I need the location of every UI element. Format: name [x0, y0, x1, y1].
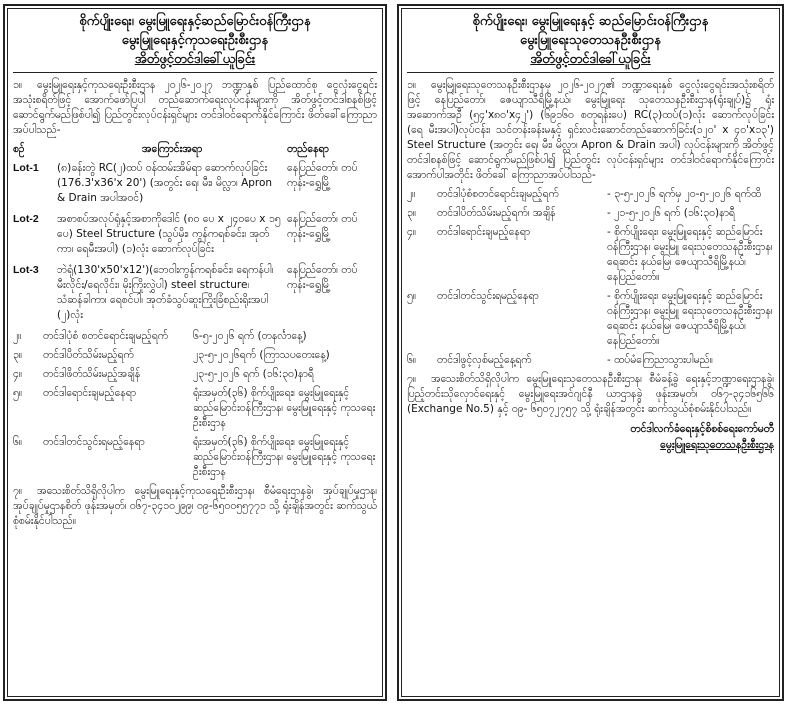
- left-department-title: မွေးမြူရေးနှင့်ကုသရေးဦးစီးဌာန: [121, 33, 269, 48]
- right-schedule-item: ၆။ တင်ဒါဖွင့်လှစ်မည့်နေ့ရက် - ထပ်မံကြေညာသွားပါမည်။: [407, 354, 713, 366]
- left-divider: [13, 72, 377, 73]
- lot-row: Lot-2 အစာစပ်အလုပ်ရုံနှင့်အစာကိုဒေါင် (၈၀ ပေ x ၂၄၀ပေ x ၁၅ ပေ) Steel Structure (သွပ်မိုး၊ ကွန်ကရစ်ခင်း၊ အုတ်ကာ၊ ရေမီးအပါ) (၁)လုံး ဆောက်လုပ်ခြင်း နေပြည်တော်၊ တပ်ကုန်း-ရွှေမြို့: [13, 213, 358, 255]
- right-signature-block: [407, 421, 774, 453]
- lots-table-header: [13, 142, 377, 157]
- left-schedule-item: ၂။ တင်ဒါပုံစံ စတင်ရောင်းချမည့်ရက် ၆-၅-၂၀၂၆ ရက် (တနင်္လာနေ့): [13, 330, 307, 342]
- lot-row: Lot-3 ဘဲရုံ(130'x50'x12')(ဘေဝါးကွန်ကရစ်ခင်း၊ ရေကန်ပါ၊ မီးလိုင်း/ရေလိုင်း၊ မိုးကြိုးလွှဲပါ) steel structure၊ သံဆန်ခါကာ၊ ရေစင်ပါ၊ အုတ်ခံသွပ်ဆူးကြိုးခြံစည်းရိုးအပါ (၂)လုံး နေပြည်တော်၊ တပ်ကုန်း-ရွှေမြို့: [13, 264, 358, 321]
- left-header: [13, 12, 377, 69]
- left-notice-title: အိတ်ဖွင့်တင်ဒါခေါ်ယူခြင်း: [134, 52, 256, 67]
- right-header: [407, 12, 774, 69]
- right-schedule-item: ၅။ တင်ဒါတင်သွင်းရမည့်နေရာ - စိုက်ပျိုးရေး၊ မွေးမြူရေးနှင့် ဆည်မြောင်းဝန်ကြီးဌာန၊ မွေးမြူ ရေးသုတေသနဦးစီးဌာန၊ ရေဆင်း နယ်မြေ၊ ဇေယျာသီရိမြို့နယ်၊ နေပြည်တော်။: [407, 290, 773, 347]
- right-department-title: မွေးမြူရေးသုတေသနဦးစီးဌာန: [520, 33, 661, 48]
- left-ministry-title: စိုက်ပျိုးရေး၊ မွေးမြူရေးနှင့်ဆည်မြောင်းဝန်ကြီးဌာန: [79, 14, 311, 29]
- right-schedule-item: ၃။ တင်ဒါပိတ်သိမ်းမည့်ရက်၊ အချိန် - ၂၁-၅-၂၀၂၆ ရက် (၁၆:၃၀)နာရီ: [407, 207, 735, 219]
- right-notice-title: အိတ်ဖွင့်တင်ဒါခေါ်ယူခြင်း: [530, 52, 651, 67]
- right-schedule-item: ၂။ တင်ဒါပုံစံစတင်ရောင်းချမည့်ရက် - ၃-၅-၂၀၂၆ ရက်မှ ၂၀-၅-၂၀၂၆ ရက်ထိ: [407, 188, 762, 200]
- issuing-department: မွေးမြူရေးသုတေသနဦးစီးဌာန: [660, 439, 774, 451]
- left-schedule-item: ၄။ တင်ဒါဖိတ်သိမ်းမည့်အချိန် ၂၃-၅-၂၀၂၆ ရက် (၁၆:၃၀)နာရီ: [13, 368, 314, 380]
- right-divider: [407, 72, 774, 73]
- left-schedule-item: ၃။ တင်ဒါပိတ်သိမ်းမည့်ရက် ၂၃-၅-၂၀၂၆ရက် (ကြာသပတေးနေ့): [13, 349, 330, 361]
- right-ministry-title: စိုက်ပျိုးရေး၊ မွေးမြူရေးနှင့် ဆည်မြောင်းဝန်ကြီးဌာန: [472, 14, 709, 29]
- right-intro-paragraph: ၁။ မွေးမြူရေးသုတေသနဦးစီးဌာနမှ ၂၀၂၆-၂၀၂၇၏ ဘဏ္ဍာရေးနှစ် ငွေလုံးငွေရင်းအသုံးစရိတ်ဖြင့် နေပြည်တော်၊ ဇေယျာသီရိမြို့နယ်၊ မွေးမြူရေး သုတေသနဦးစီးဌာန(ရုံးချုပ်)၌ ရုံးအဆောက်အဦ (၅၄'x၈၀'x၄၂') (၆၉၁၆ဝ စတုရန်းပေ) RC(၃)ထပ်(၁)လုံး ဆောက်လုပ်ခြင်း (ရေ မီးအပါ)လုပ်ငန်း၊ သင်တန်းခန်းမနှင့် ရှင်းလင်းဆောင်တည်ဆောက်ခြင်း(၁၂၀' x ၄၀'x၁၃') Steel Structure (အတွင်း ရေ၊ မီး၊ မိလ္လာ၊ Apron & Drain အပါ) လုပ်ငန်းများကို အိတ်ဖွင့်တင်ဒါစနစ်ဖြင့် ဆောင်ရွက်မည်ဖြစ်ပါ၍ ပြည်တွင်း လုပ်ငန်းရှင်များ တင်ဒါဝင်ရောက်နိုင်ကြောင်း အောက်ပါအတိုင်း ဖိတ်ခေါ် ကြောညာအပ်ပါသည်-: [407, 79, 774, 181]
- committee-name: တင်ဒါလက်ခံရေးနှင့်စိစစ်ရေးကော်မတီ: [630, 423, 774, 435]
- right-contact-paragraph: ၇။ အသေးစိတ်သိရှိလိုပါက မွေးမြူရေးသုတေသနဦးစီးဌာန၊ စီမံခန့်ခွဲ ရေးနှင့်ဘဏ္ဍာရေးဌာနခွဲ၊ ပြည့်တင်းသိုလှောင်ရေးနှင့် မွေးမြူရေးအင်ဂျင်နီ ယာဌာနခွဲ ဖုန်းအမှတ်၊ ၀၆၇-၃၄၁၆၅၆၆ (Exchange No.5) နှင့် ၀၉- ၆၅၀၇၂၇၅၇ သို့ ရုံးချိန်အတွင်း ဆက်သွယ်စုံစမ်းနိုင်ပါသည်။: [407, 373, 774, 415]
- lot-row: Lot-1 (၈)ခန်းတွဲ RC(၂)ထပ် ဝန်ထမ်းအိမ်ရာ ဆောက်လုပ်ခြင်း (176.3'x36'x 20') (အတွင်း ရေ၊ မီး၊ မိလ္လာ၊ Apron & Drain အပါအဝင်) နေပြည်တော်၊ တပ်ကုန်း-ရွှေမြို့: [13, 162, 358, 204]
- left-schedule-item: ၆။ တင်ဒါတင်သွင်းရမည့်နေရာ ရုံးအမှတ်(၃၆) စိုက်ပျိုးရေး၊ မွေးမြူရေးနှင့် ဆည်မြောင်းဝန်ကြီးဌာန၊ မွေးမြူရေးနှင့် ကုသရေးဦးစီးဌာန: [13, 436, 376, 478]
- left-intro-paragraph: ၁။ မွေးမြူရေးနှင့်ကုသရေးဦးစီးဌာန ၂၀၂၆-၂၀၂၇ ဘဏ္ဍာနှစ် ပြည်ထောင်စု ငွေလုံးငွေရင်းအသုံးစရိတ်ဖြင့် အောက်ဖော်ပြပါ တည်ဆောက်ရေးလုပ်ငန်းများကို အိတ်ဖွင့်တင်ဒါစနစ်ဖြင့် ဆောင်ရွက်မည်ဖြစ်ပါ၍ ပြည်တွင်းလုပ်ငန်းရှင်များ တင်ဒါဝင်ရောက်နိုင်ကြောင်း ဖိတ်ခေါ်ကြောညာအပ်ပါသည်-: [13, 79, 377, 136]
- col-header-no: စဉ်: [13, 143, 25, 155]
- col-header-location: တည်နေရာ: [287, 143, 329, 155]
- right-schedule-item: ၄။ တင်ဒါရောင်းချမည့်နေရာ - စိုက်ပျိုးရေး၊ မွေးမြူရေးနှင့် ဆည်မြောင်းဝန်ကြီးဌာန၊ မွေးမြူ ရေးသုတေသနဦးစီးဌာန၊ ရေဆင်း နယ်မြေ၊ ဇေယျာသီရိမြို့နယ်၊ နေပြည်တော်။: [407, 226, 773, 283]
- right-tender-notice: [397, 4, 784, 701]
- left-tender-notice: [3, 4, 387, 701]
- left-schedule-item: ၅။ တင်ဒါရောင်းချမည့်နေရာ ရုံးအမှတ်(၃၆) စိုက်ပျိုးရေး၊ မွေးမြူရေးနှင့် ဆည်မြောင်းဝန်ကြီးဌာန၊ မွေးမြူရေးနှင့် ကုသရေးဦးစီးဌာန: [13, 387, 376, 429]
- left-contact-paragraph: ၇။ အသေးစိတ်သိရှိလိုပါက မွေးမြူရေးနှင့်ကုသရေးဦးစီးဌာန၊ စီမံရေးဌာနခွဲ၊ အုပ်ချုပ်မှုဌာန၊ အုပ်ချုပ်မှုဌာနစိတ် ဖုန်းအမှတ်၊ ၀၆၇-၃၄၁၀၂၉၉၊ ၀၉-၆၅၀၀၅၅၇၇၁ သို့ ရုံးချိန်အတွင်း ဆက်သွယ်စုံစမ်းနိုင်ပါသည်။: [13, 485, 377, 527]
- col-header-subject: အကြောင်းအရာ: [141, 143, 203, 155]
